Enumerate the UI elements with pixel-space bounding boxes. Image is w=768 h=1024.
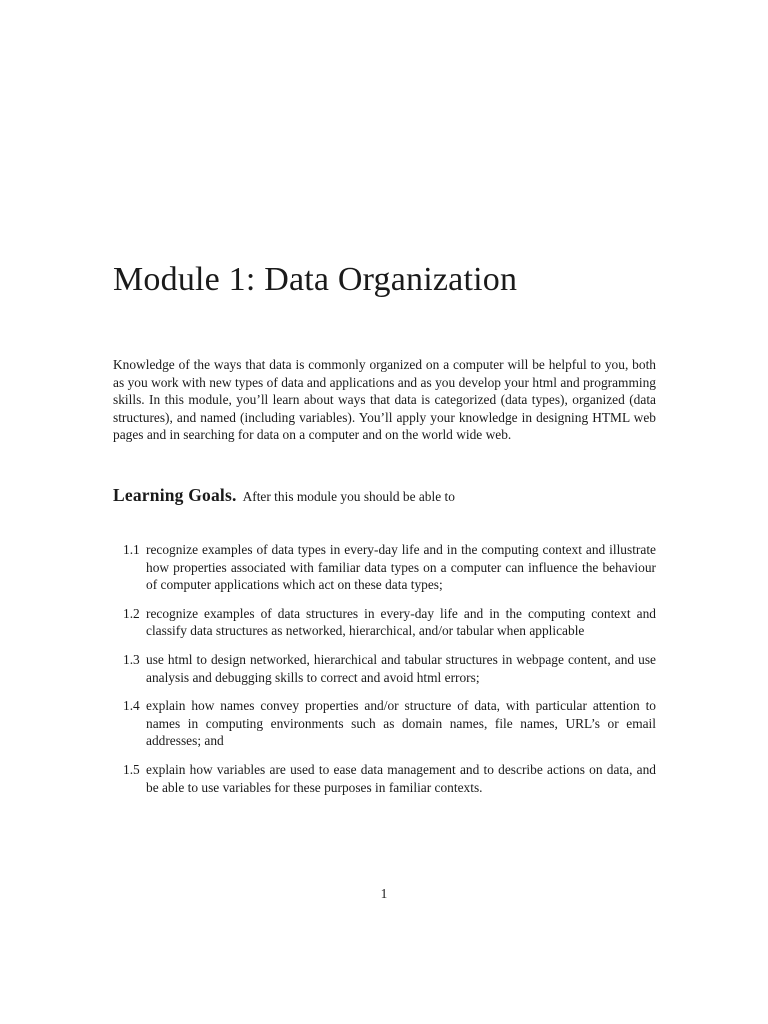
learning-goals-list	[113, 541, 656, 807]
page-number: 1	[380, 886, 388, 901]
learning-goals-heading	[113, 485, 673, 506]
goal-number: 1.3	[123, 651, 140, 667]
goal-number: 1.2	[123, 605, 140, 621]
learning-goal-item	[113, 605, 656, 640]
goal-text: use html to design networked, hierarchical and tabular structures in webpage content, and use analysis and debugging skills to correct and avoid html errors;	[146, 651, 656, 685]
module-title: Module 1: Data Organization	[113, 261, 518, 298]
learning-goal-item	[113, 651, 656, 686]
learning-goal-item	[113, 697, 656, 750]
goal-number: 1.4	[123, 698, 140, 714]
learning-goal-item	[113, 541, 656, 594]
goal-text: recognize examples of data structures in every-day life and in the computing context and classify data structures as networked, hierarchical, and/or tabular when applicable	[146, 605, 656, 639]
learning-goals-lead: After this module you should be able to	[242, 489, 455, 504]
goal-text: explain how variables are used to ease data management and to describe actions on data, and be able to use variables for these purposes in familiar contexts.	[146, 761, 656, 795]
goal-text: recognize examples of data types in every-day life and in the computing context and illustrate how properties associated with familiar data types on a computer can influence the behaviour of computer applications which act on these data types;	[146, 542, 656, 593]
learning-goal-item	[113, 761, 656, 796]
goal-number: 1.5	[123, 761, 140, 777]
goal-number: 1.1	[123, 542, 140, 557]
goal-text: explain how names convey properties and/or structure of data, with particular attention to names in computing environments such as domain names, file names, URL’s or email addresses; and	[146, 698, 656, 749]
intro-paragraph: Knowledge of the ways that data is commonly organized on a computer will be helpful to you, both as you work with new types of data and applications and as you develop your html and programming skills. In this module, you’ll learn about ways that data is categorized (data types), organized (data structures), and named (including variables). You’ll apply your knowledge in designing HTML web pages and in searching for data on a computer and on the world wide web.	[113, 357, 656, 443]
learning-goals-label: Learning Goals.	[113, 485, 237, 505]
